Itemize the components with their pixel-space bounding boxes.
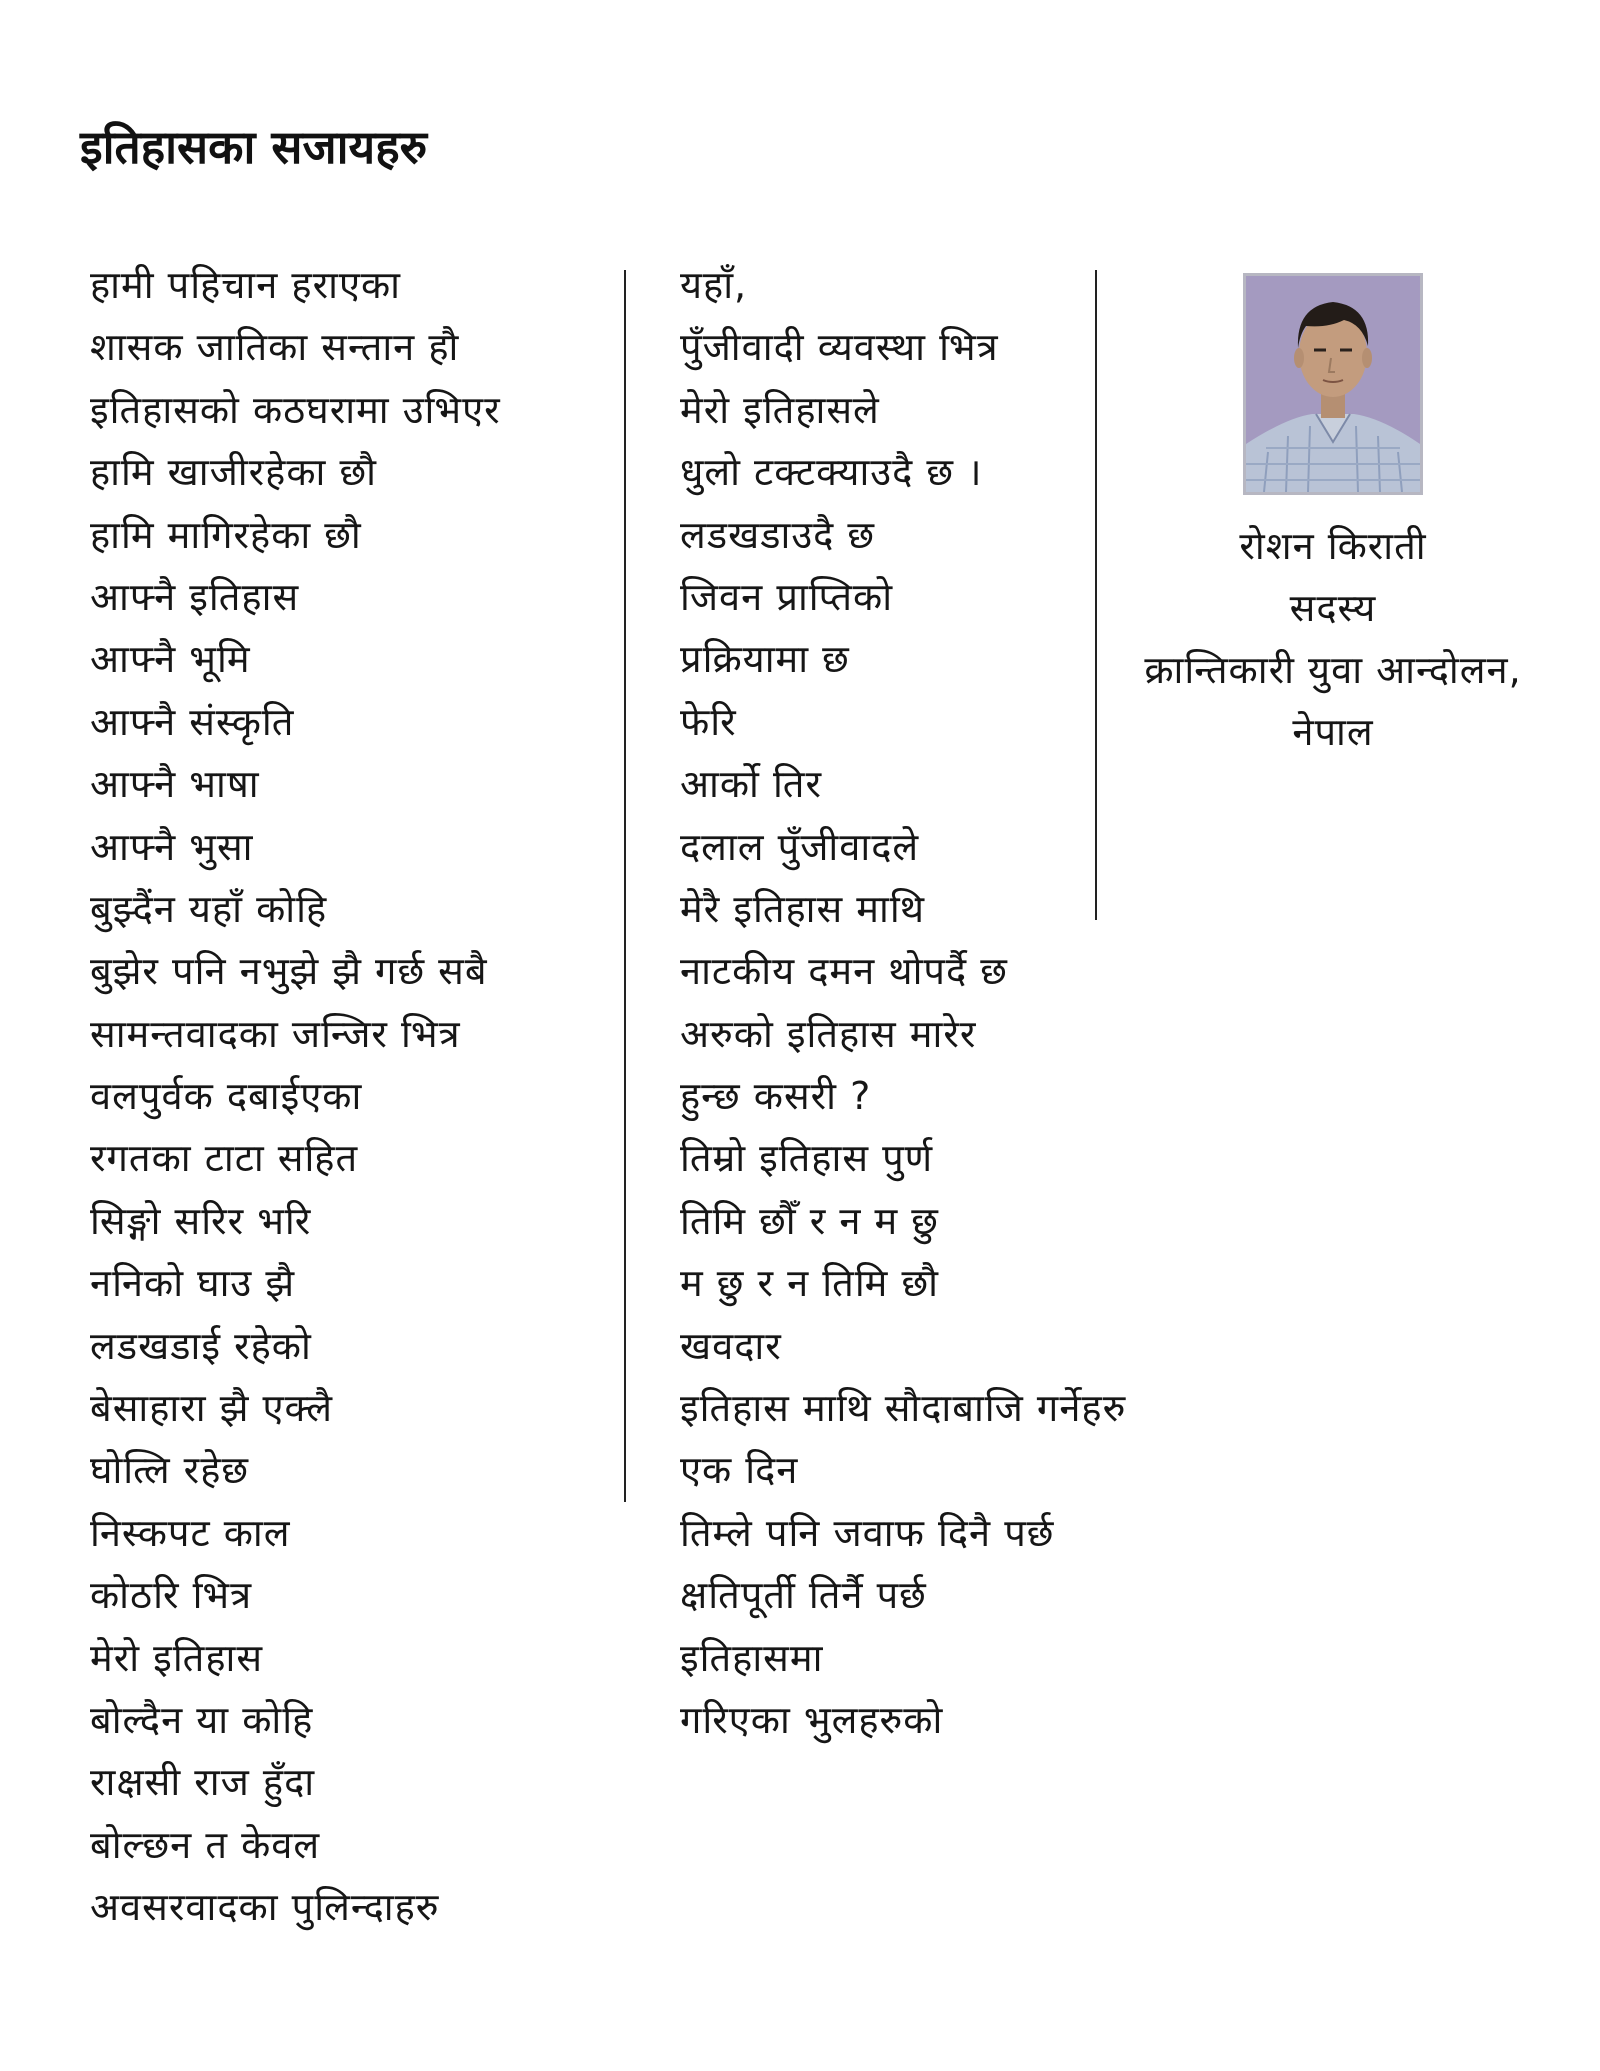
poem-line: आर्को तिर (680, 762, 822, 807)
poem-line: तिम्रो इतिहास पुर्ण (680, 1136, 934, 1181)
poem-title: इतिहासका सजायहरु (80, 120, 428, 174)
poem-line: धुलो टक्टक्याउदै छ । (680, 450, 983, 495)
poem-line: बुझेर पनि नभुझे झै गर्छ सबै (90, 949, 488, 994)
poem-line: सिङ्गो सरिर भरि (90, 1198, 312, 1243)
poem-line: क्षतिपूर्ती तिर्नै पर्छ (680, 1573, 927, 1618)
poem-line: आफ्नै संस्कृति (90, 699, 295, 744)
poem-line: मेरो इतिहास (90, 1635, 264, 1680)
poem-line: म छु र न तिमि छौ (680, 1261, 939, 1306)
poem-line: आफ्नै भूमि (90, 637, 251, 682)
column-divider-left (624, 270, 626, 1502)
poem-line: ननिको घाउ झै (90, 1261, 296, 1306)
author-photo (1243, 273, 1423, 495)
poem-line: यहाँ, (680, 263, 748, 307)
poem-line: हुन्छ कसरी ? (680, 1074, 872, 1119)
poem-line: हामि मागिरहेका छौ (90, 512, 362, 557)
poem-line: वलपुर्वक दबाईएका (90, 1074, 363, 1119)
poem-line: आफ्नै इतिहास (90, 574, 300, 619)
author-name: रोशन किराती (1239, 524, 1427, 568)
poem-line: रगतका टाटा सहित (90, 1136, 359, 1181)
poem-line: आफ्नै भाषा (90, 762, 260, 807)
poem-line: मेरै इतिहास माथि (680, 886, 925, 931)
poem-line: मेरो इतिहासले (680, 387, 880, 432)
poem-line: गरिएका भुलहरुको (680, 1697, 944, 1742)
poem-line: लडखडाउदै छ (680, 512, 876, 557)
poem-line: बेसाहारा झै एक्लै (90, 1386, 334, 1431)
poem-line: इतिहासमा (680, 1635, 824, 1680)
poem-line: प्रक्रियामा छ (680, 637, 850, 682)
poem-line: फेरि (680, 699, 737, 744)
poem-line: बोल्छन त केवल (90, 1822, 321, 1867)
poem-line: इतिहास माथि सौदाबाजि गर्नेहरु (680, 1386, 1127, 1431)
poem-line: कोठरि भित्र (90, 1573, 253, 1618)
poem-line: लडखडाई रहेको (90, 1323, 312, 1368)
poem-line: बोल्दैन या कोहि (90, 1697, 314, 1742)
author-portrait-image (1246, 276, 1420, 492)
poem-line: निस्कपट काल (90, 1510, 291, 1555)
poem-line: तिम्ले पनि जवाफ दिनै पर्छ (680, 1510, 1055, 1555)
poem-line: आफ्नै भुसा (90, 824, 254, 869)
poem-line: जिवन प्राप्तिको (680, 574, 894, 619)
poem-line: राक्षसी राज हुँदा (90, 1760, 316, 1805)
poem-line: शासक जातिका सन्तान हौ (90, 325, 460, 370)
poem-right-column (680, 254, 1126, 1751)
poem-line: अरुको इतिहास मारेर (680, 1011, 977, 1056)
poem-line: तिमि छौँ र न म छु (680, 1198, 939, 1243)
author-role: सदस्य (1289, 586, 1377, 630)
poem-line: दलाल पुँजीवादले (680, 824, 920, 869)
poem-line: बुझ्दैंन यहाँ कोहि (90, 886, 328, 931)
author-organization: क्रान्तिकारी युवा आन्दोलन, (1144, 648, 1522, 692)
poem-line: हामी पहिचान हराएका (90, 263, 402, 307)
poem-line: इतिहासको कठघरामा उभिएर (90, 387, 501, 432)
poem-line: घोत्लि रहेछ (90, 1448, 250, 1493)
poem-line: नाटकीय दमन थोपर्दै छ (680, 949, 1008, 994)
poem-line: सामन्तवादका जन्जिर भित्र (90, 1011, 461, 1056)
poem-left-column (90, 254, 501, 1939)
author-info (1093, 515, 1573, 763)
author-country: नेपाल (1292, 710, 1374, 754)
poem-line: पुँजीवादी व्यवस्था भित्र (680, 325, 999, 370)
poem-line: अवसरवादका पुलिन्दाहरु (90, 1885, 440, 1930)
poem-line: हामि खाजीरहेका छौ (90, 450, 377, 495)
poem-line: एक दिन (680, 1448, 799, 1493)
poem-line: खवदार (680, 1323, 782, 1368)
